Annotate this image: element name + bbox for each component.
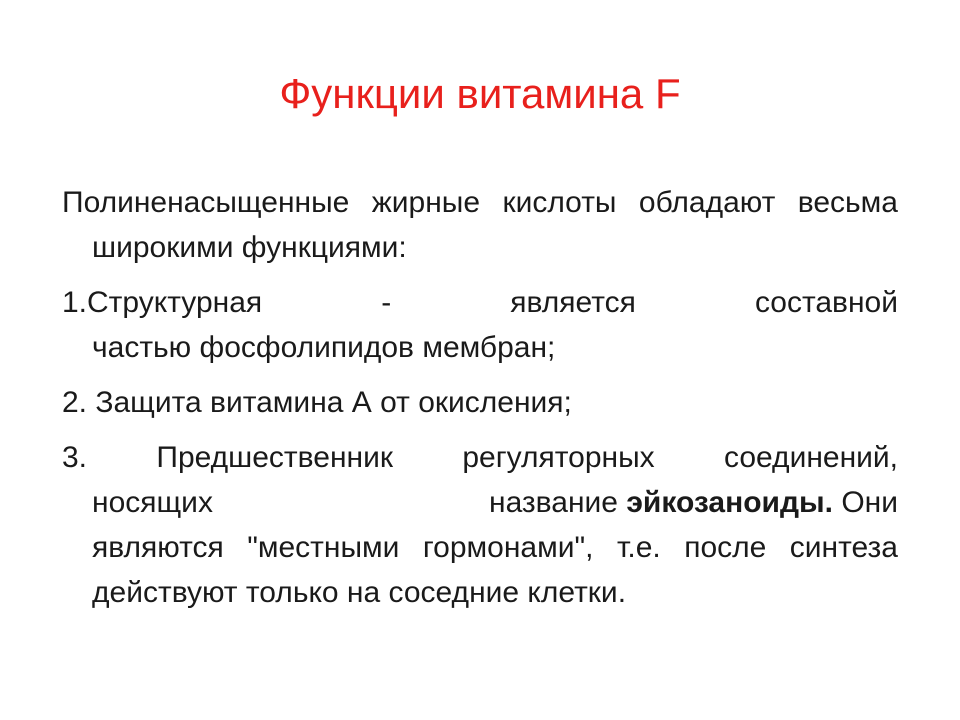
item-precursor-named-group <box>489 480 898 525</box>
item-precursor-line2 <box>62 480 898 525</box>
intro-paragraph: Полиненасыщенные жирные кислоты обладают весьма широкими функциями: <box>62 186 898 264</box>
item-structural-word-4: составной <box>754 286 898 319</box>
item-structural-line2: частью фосфолипидов мембран; <box>92 331 556 364</box>
item-structural-line1 <box>62 280 898 325</box>
item-protection: 2. Защита витамина А от окисления; <box>62 386 572 419</box>
item-precursor-term-eicosanoids: эйкозаноиды. <box>626 486 833 519</box>
item-precursor-line1: 3. Предшественник регуляторных соединений, <box>62 441 898 474</box>
slide-title: Функции витамина F <box>279 70 681 117</box>
item-precursor-rest: являются "местными гормонами", т.е. после синтеза действуют только на соседние клетки. <box>92 531 898 609</box>
item-precursor-word-they: Они <box>841 486 898 519</box>
item-precursor <box>62 435 898 615</box>
item-structural-word-2: - <box>381 286 392 319</box>
slide-body <box>62 180 898 625</box>
item-structural-word-3: является <box>510 286 636 319</box>
item-precursor-word-name: название <box>489 486 618 519</box>
item-structural <box>62 280 898 370</box>
item-structural-word-1: 1.Структурная <box>62 286 263 319</box>
item-precursor-word-carrying: носящих <box>92 486 213 519</box>
